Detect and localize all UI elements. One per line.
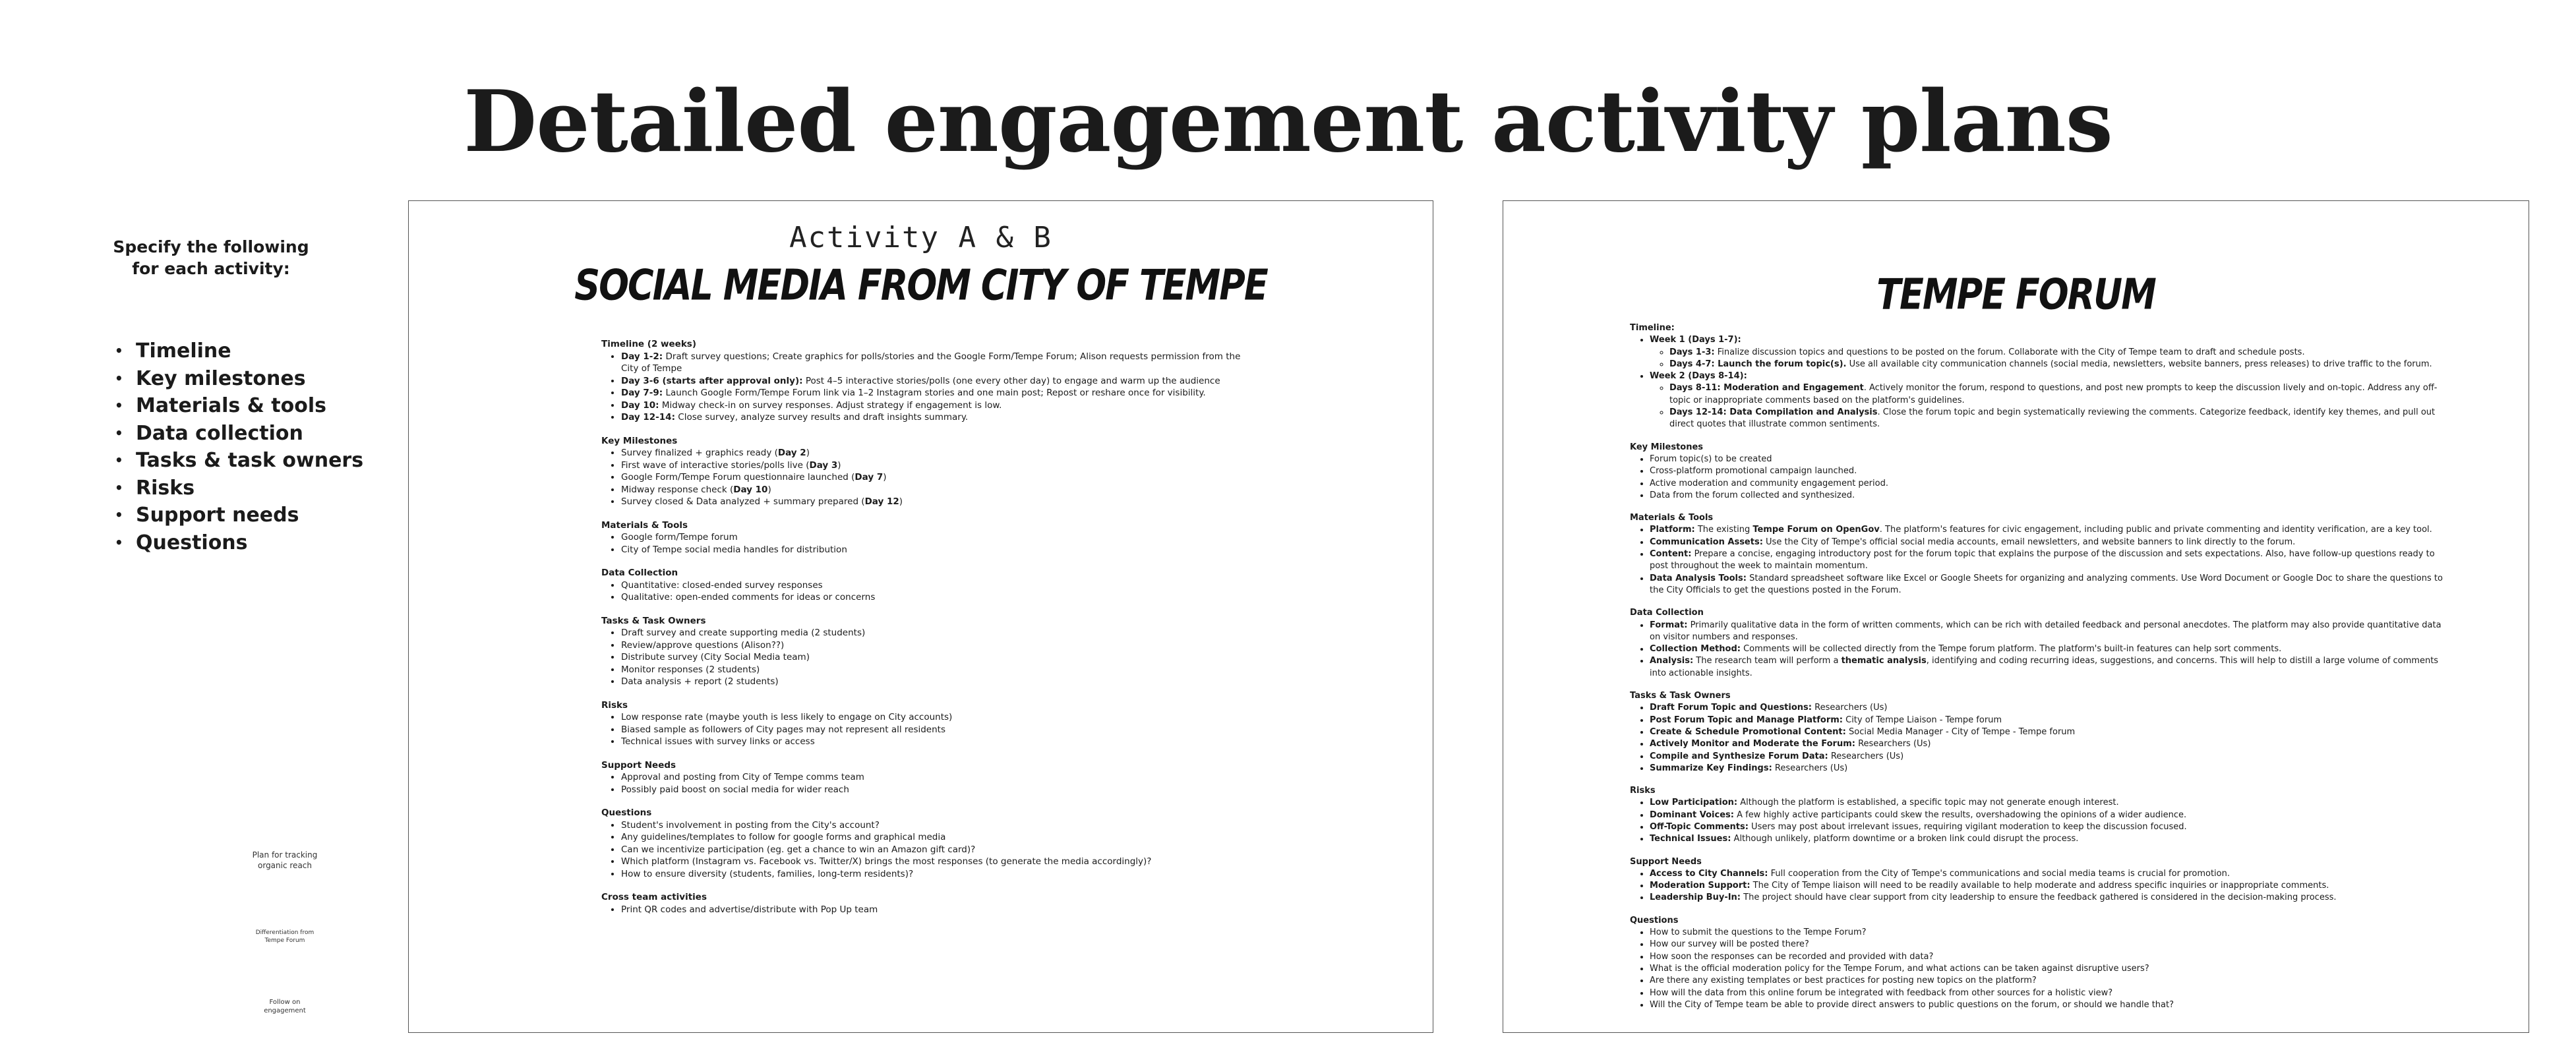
item-text: Low response rate (maybe youth is less likely to engage on City accounts) <box>621 712 953 722</box>
instruction-item: • Risks <box>113 475 363 502</box>
list-item <box>621 411 1261 424</box>
section <box>1630 607 2447 680</box>
item-text: Midway check-in on survey responses. Adjust strategy if engagement is low. <box>659 399 1002 411</box>
item-emphasis: Off-Topic Comments: <box>1650 821 1749 832</box>
list-item <box>621 868 1261 881</box>
tempe-forum-panel[interactable] <box>1503 200 2529 1033</box>
item-text: Which platform (Instagram vs. Facebook vs. Twitter/X) brings the most responses (to generate the media accordingly)? <box>621 856 1152 867</box>
item-text: Will the City of Tempe team be able to provide direct answers to public questions on the forum, or should we handle that? <box>1650 999 2174 1010</box>
item-text: Close survey, analyze survey results and draft insights summary. <box>674 412 969 423</box>
item-text: Survey closed & Data analyzed + summary prepared ( <box>621 496 865 507</box>
item-emphasis: Access to City Channels: <box>1650 868 1768 879</box>
item-text: How our survey will be posted there? <box>1650 939 1809 950</box>
list-item <box>621 399 1261 412</box>
item-emphasis: Create & Schedule Promotional Content: <box>1650 726 1846 737</box>
item-text: Can we incentivize participation (eg. get a chance to win an Amazon gift card)? <box>621 844 976 855</box>
list-item <box>1650 975 2447 987</box>
item-text: The research team will perform a <box>1693 656 1842 666</box>
item-emphasis: Analysis: <box>1650 656 1694 666</box>
list-item <box>1650 620 2447 644</box>
instruction-item: • Data collection <box>113 420 363 448</box>
item-text: Comments will be collected directly from the Tempe forum platform. The platform's built-in features can help sort comments. <box>1740 644 2282 655</box>
list-item <box>621 771 1261 784</box>
item-text: How to submit the questions to the Tempe Forum? <box>1650 927 1867 938</box>
list-item <box>1650 999 2447 1011</box>
item-emphasis: Day 10 <box>733 484 768 495</box>
bullet-list <box>1630 927 2447 1011</box>
instructions-heading: Specify the following for each activity: <box>113 237 309 278</box>
list-item <box>1650 809 2447 821</box>
section-title: Questions <box>1630 915 1679 925</box>
item-text: Qualitative: open-ended comments for ideas or concerns <box>621 592 876 602</box>
item-text: ) <box>883 472 887 483</box>
bullet-list <box>601 904 1261 916</box>
bullet-list <box>1630 868 2447 904</box>
list-item <box>1650 987 2447 999</box>
item-emphasis: thematic analysis <box>1841 656 1927 666</box>
item-emphasis: Week 2 (Days 8-14): <box>1650 371 1747 382</box>
item-text: Forum topic(s) to be created <box>1650 454 1772 464</box>
item-text: . The platform's features for civic engagement, including public and private commenting and identity verification, are a key tool. <box>1879 525 2432 535</box>
list-item <box>1669 359 2447 370</box>
bullet-list <box>1630 797 2447 845</box>
bullet-list <box>1630 454 2447 502</box>
section-title: Data Collection <box>1630 608 1704 618</box>
item-emphasis: Technical Issues: <box>1650 834 1731 844</box>
list-item <box>1650 702 2447 714</box>
list-item <box>1650 763 2447 775</box>
item-emphasis: Draft Forum Topic and Questions: <box>1650 703 1812 713</box>
item-emphasis: Summarize Key Findings: <box>1650 763 1772 773</box>
section <box>1630 915 2447 1011</box>
list-item <box>1650 454 2447 465</box>
list-item <box>621 676 1261 688</box>
item-text: Review/approve questions (Alison??) <box>621 639 785 651</box>
item-emphasis: Day 2 <box>777 448 806 458</box>
item-text: Data analysis + report (2 students) <box>621 676 779 687</box>
list-item <box>621 484 1261 496</box>
bullet-list <box>601 771 1261 796</box>
item-text: ) <box>767 484 771 495</box>
item-text: Student's involvement in posting from the City's account? <box>621 819 880 831</box>
item-text: Are there any existing templates or best practices for posting new topics on the platform? <box>1650 976 2037 986</box>
list-item <box>621 351 1261 375</box>
forum-title: TEMPE FORUM <box>1876 270 2155 319</box>
item-emphasis: Communication Assets: <box>1650 537 1763 547</box>
section-title: Questions <box>601 807 652 818</box>
item-text: Midway response check ( <box>621 484 734 495</box>
item-text: Prepare a concise, engaging introductory post for the forum topic that explains the purpose of the discussion and sets expectations. Also, have follow-up questions ready to post throughout the week to maintain momentum. <box>1650 549 2435 571</box>
sticky-note[interactable]: Follow on engagement <box>264 999 306 1014</box>
section <box>1630 322 2447 431</box>
list-item <box>621 711 1261 724</box>
section <box>601 699 1261 748</box>
item-text: Google form/Tempe forum <box>621 532 738 542</box>
list-item <box>1650 537 2447 548</box>
activity-ab-content <box>601 338 1261 927</box>
activity-ab-panel[interactable] <box>408 200 1433 1033</box>
item-emphasis: Day 12 <box>864 496 899 507</box>
section <box>601 615 1261 688</box>
list-item <box>621 784 1261 796</box>
item-text: Although unlikely, platform downtime or a broken link could disrupt the process. <box>1731 834 2079 844</box>
list-item <box>1650 951 2447 963</box>
list-item <box>1650 939 2447 951</box>
list-item <box>621 856 1261 868</box>
item-text: The existing <box>1694 525 1753 535</box>
section-title: Support Needs <box>1630 856 1702 867</box>
instruction-item: • Tasks & task owners <box>113 447 363 475</box>
item-emphasis: Platform: <box>1650 525 1695 535</box>
item-text: The project should have clear support from city leadership to ensure the feedback gathered is considered in the decision-making process. <box>1741 893 2337 903</box>
section-title: Key Milestones <box>1630 442 1704 452</box>
instruction-item: • Support needs <box>113 502 363 529</box>
list-item <box>1650 715 2447 726</box>
list-item <box>1650 465 2447 477</box>
instruction-item: • Key milestones <box>113 365 363 393</box>
section <box>1630 785 2447 845</box>
item-emphasis: Day 3-6 (starts after approval only): <box>621 375 803 386</box>
section <box>1630 512 2447 597</box>
item-emphasis: Days 4-7: Launch the forum topic(s). <box>1669 359 1847 369</box>
list-item <box>1669 382 2447 407</box>
item-text: Possibly paid boost on social media for wider reach <box>621 784 849 795</box>
item-emphasis: Day 7 <box>854 472 884 483</box>
item-text: Survey finalized + graphics ready ( <box>621 448 778 458</box>
item-emphasis: Compile and Synthesize Forum Data: <box>1650 751 1828 761</box>
section-title: Risks <box>1630 786 1656 796</box>
item-emphasis: Tempe Forum on OpenGov <box>1752 525 1880 535</box>
list-item <box>1650 726 2447 738</box>
sticky-note[interactable]: Plan for tracking organic reach <box>252 850 318 870</box>
item-text: Use the City of Tempe's official social media accounts, email newsletters, and website banners to link directly to the forum. <box>1762 537 2296 547</box>
section-title: Tasks & Task Owners <box>601 615 706 626</box>
list-item <box>621 459 1261 472</box>
item-text: How to ensure diversity (students, families, long-term residents)? <box>621 868 914 879</box>
item-text: ) <box>837 459 841 471</box>
section-title: Timeline: <box>1630 323 1675 333</box>
list-item <box>1650 524 2447 536</box>
bullet-list <box>601 711 1261 748</box>
item-text: Researchers (Us) <box>1772 763 1848 773</box>
bullet-list <box>1630 702 2447 775</box>
list-item <box>1650 751 2447 763</box>
item-emphasis: Days 1-3: <box>1669 347 1715 357</box>
bullet-list <box>601 351 1261 424</box>
bullet-list <box>1630 620 2447 680</box>
item-text: Print QR codes and advertise/distribute with Pop Up team <box>621 904 878 915</box>
item-text: Standard spreadsheet software like Excel or Google Sheets for organizing and analyzing comments. Use Word Document or Google Doc to share the questions to the City Officials to get the questions posted in the Forum. <box>1650 573 2443 595</box>
item-emphasis: Collection Method: <box>1650 644 1741 655</box>
section-title: Materials & Tools <box>601 519 688 531</box>
list-item <box>621 471 1261 484</box>
section <box>601 435 1261 508</box>
item-emphasis: Dominant Voices: <box>1650 809 1734 820</box>
activity-label: Activity A & B <box>789 221 1052 254</box>
list-item <box>1650 821 2447 833</box>
list-item <box>1650 833 2447 845</box>
item-text: What is the official moderation policy for the Tempe Forum, and what actions can be taken against disruptive users? <box>1650 963 2149 974</box>
list-item <box>1650 573 2447 597</box>
forum-content <box>1630 322 2447 1022</box>
item-text: ) <box>899 496 903 507</box>
section-title: Data Collection <box>601 568 678 578</box>
list-item <box>621 591 1261 604</box>
section <box>601 807 1261 880</box>
bullet-list <box>601 579 1261 604</box>
item-text: Draft survey and create supporting media (2 students) <box>621 628 866 638</box>
page-title: Detailed engagement activity plans <box>464 73 2112 171</box>
list-item <box>1650 880 2447 892</box>
sticky-note[interactable]: Differentiation from Tempe Forum <box>255 929 315 944</box>
bullet-list <box>601 531 1261 556</box>
section-title: Tasks & Task Owners <box>1630 691 1731 701</box>
sub-list <box>1650 382 2447 430</box>
list-item <box>621 904 1261 916</box>
list-item <box>1669 407 2447 431</box>
item-text: Distribute survey (City Social Media team) <box>621 652 810 662</box>
list-item <box>621 736 1261 748</box>
item-emphasis: Actively Monitor and Moderate the Forum: <box>1650 739 1855 749</box>
section-title: Support Needs <box>601 759 676 771</box>
item-text: Full cooperation from the City of Tempe's communications and social media teams is crucial for promotion. <box>1768 868 2230 879</box>
item-text: Draft survey questions; Create graphics for polls/stories and the Google Form/Tempe Forum; Alison requests permission from the City of Tempe <box>621 351 1241 374</box>
item-text: City of Tempe social media handles for distribution <box>621 544 847 555</box>
list-item <box>621 531 1261 544</box>
list-item <box>1650 334 2447 370</box>
activity-title: SOCIAL MEDIA FROM CITY OF TEMPE <box>574 260 1267 310</box>
section <box>601 338 1261 424</box>
instruction-item: • Timeline <box>113 337 363 365</box>
item-text: Use all available city communication channels (social media, newsletters, website banners, press releases) to drive traffic to the forum. <box>1846 359 2432 369</box>
item-text: How soon the responses can be recorded and provided with data? <box>1650 951 1934 962</box>
list-item <box>1650 892 2447 904</box>
section <box>601 567 1261 604</box>
bullet-list <box>601 819 1261 881</box>
item-text: Users may post about irrelevant issues, requiring vigilant moderation to keep the discussion focused. <box>1748 821 2187 832</box>
item-text: Any guidelines/templates to follow for google forms and graphical media <box>621 832 946 842</box>
section <box>601 759 1261 796</box>
list-item <box>1650 548 2447 573</box>
item-text: The City of Tempe liaison will need to be readily available to help moderate and address specific inquiries or inappropriate comments. <box>1750 881 2329 891</box>
item-text: Approval and posting from City of Tempe comms team <box>621 772 864 782</box>
section <box>601 519 1261 556</box>
item-emphasis: Leadership Buy-In: <box>1650 893 1741 903</box>
instruction-item: • Questions <box>113 529 363 557</box>
item-text: . Actively monitor the forum, respond to questions, and post new prompts to keep the discussion lively and on-topic. Address any off-topic or inappropriate comments based on the platform's guidelines. <box>1669 383 2438 405</box>
list-item <box>621 387 1261 399</box>
list-item <box>1650 963 2447 975</box>
item-text: City of Tempe Liaison - Tempe forum <box>1842 715 2002 725</box>
bullet-list <box>601 627 1261 688</box>
bullet-list <box>601 447 1261 508</box>
item-text: Researchers (Us) <box>1811 703 1888 713</box>
list-item <box>621 651 1261 664</box>
list-item <box>1650 868 2447 880</box>
list-item <box>621 544 1261 556</box>
list-item <box>1650 927 2447 939</box>
item-text: Post 4–5 interactive stories/polls (one every other day) to engage and warm up the audience <box>802 375 1220 386</box>
item-text: First wave of interactive stories/polls live ( <box>621 459 810 471</box>
section <box>1630 690 2447 775</box>
list-item <box>1650 643 2447 655</box>
section <box>601 891 1261 916</box>
item-text: . Close the forum topic and begin systematically reviewing the comments. Categorize feedback, identify key themes, and pull out direct quotes that illustrate common sentiments. <box>1669 407 2436 430</box>
item-emphasis: Data Analysis Tools: <box>1650 573 1747 583</box>
list-item <box>1650 655 2447 680</box>
item-text: How will the data from this online forum be integrated with feedback from other sources for a holistic view? <box>1650 987 2113 998</box>
item-emphasis: Format: <box>1650 620 1688 630</box>
item-emphasis: Day 1-2: <box>621 351 663 362</box>
list-item <box>621 496 1261 508</box>
instructions-list <box>113 337 363 556</box>
item-text: Social Media Manager - City of Tempe - Tempe forum <box>1845 726 2076 737</box>
item-text: ) <box>806 448 810 458</box>
list-item <box>1650 490 2447 502</box>
item-text: , identifying and coding recurring ideas, suggestions, and concerns. This will help to distill a large volume of comments into actionable insights. <box>1650 656 2439 678</box>
item-text: Data from the forum collected and synthesized. <box>1650 490 1855 500</box>
item-emphasis: Low Participation: <box>1650 798 1738 808</box>
item-text: Quantitative: closed-ended survey responses <box>621 579 823 591</box>
item-emphasis: Day 10: <box>621 399 659 411</box>
list-item <box>621 627 1261 639</box>
section-title: Timeline (2 weeks) <box>601 339 697 349</box>
item-text: Launch Google Form/Tempe Forum link via 1–2 Instagram stories and one main post; Repost or reshare once for visibility. <box>663 388 1206 398</box>
item-emphasis: Days 8-11: Moderation and Engagement <box>1669 383 1864 394</box>
item-text: Technical issues with survey links or access <box>621 736 815 747</box>
item-text: Biased sample as followers of City pages may not represent all residents <box>621 724 945 735</box>
section-title: Materials & Tools <box>1630 513 1714 523</box>
item-text: Cross-platform promotional campaign launched. <box>1650 466 1857 477</box>
item-text: Although the platform is established, a specific topic may not generate enough interest. <box>1737 798 2119 808</box>
instruction-item: • Materials & tools <box>113 392 363 420</box>
item-emphasis: Moderation Support: <box>1650 881 1751 891</box>
item-emphasis: Days 12-14: Data Compilation and Analysis <box>1669 407 1878 418</box>
section-title: Cross team activities <box>601 892 707 902</box>
item-text: Researchers (Us) <box>1828 751 1904 761</box>
section-title: Risks <box>601 699 628 711</box>
list-item <box>621 375 1261 388</box>
item-text: Active moderation and community engagement period. <box>1650 478 1888 488</box>
item-emphasis: Post Forum Topic and Manage Platform: <box>1650 715 1843 725</box>
section <box>1630 856 2447 904</box>
list-item <box>1650 738 2447 750</box>
timeline-list <box>1630 334 2447 430</box>
item-text: Finalize discussion topics and questions to be posted on the forum. Collaborate with the City of Tempe team to draft and schedule posts. <box>1714 347 2305 357</box>
list-item <box>621 844 1261 856</box>
list-item <box>621 639 1261 652</box>
item-emphasis: Content: <box>1650 549 1692 560</box>
list-item <box>621 447 1261 459</box>
list-item <box>1650 370 2447 430</box>
section-title: Key Milestones <box>601 435 678 446</box>
item-text: Google Form/Tempe Forum questionnaire launched ( <box>621 472 855 483</box>
item-emphasis: Day 3 <box>809 459 838 471</box>
section <box>1630 442 2447 502</box>
list-item <box>1650 797 2447 809</box>
item-text: Monitor responses (2 students) <box>621 664 760 675</box>
item-text: Researchers (Us) <box>1855 739 1931 749</box>
item-emphasis: Week 1 (Days 1-7): <box>1650 335 1741 345</box>
item-emphasis: Day 7-9: <box>621 388 663 398</box>
list-item <box>1669 347 2447 359</box>
list-item <box>621 831 1261 844</box>
sub-list <box>1650 347 2447 371</box>
list-item <box>621 664 1261 676</box>
list-item <box>621 724 1261 736</box>
item-emphasis: Day 12-14: <box>621 412 675 423</box>
list-item <box>621 579 1261 592</box>
list-item <box>1650 478 2447 490</box>
bullet-list <box>1630 524 2447 597</box>
item-text: Primarily qualitative data in the form of written comments, which can be rich with detailed feedback and personal anecdotes. The platform may also provide quantitative data on visitor numbers and responses. <box>1650 620 2441 642</box>
list-item <box>621 819 1261 832</box>
item-text: A few highly active participants could skew the results, overshadowing the opinions of a wider audience. <box>1733 809 2187 820</box>
